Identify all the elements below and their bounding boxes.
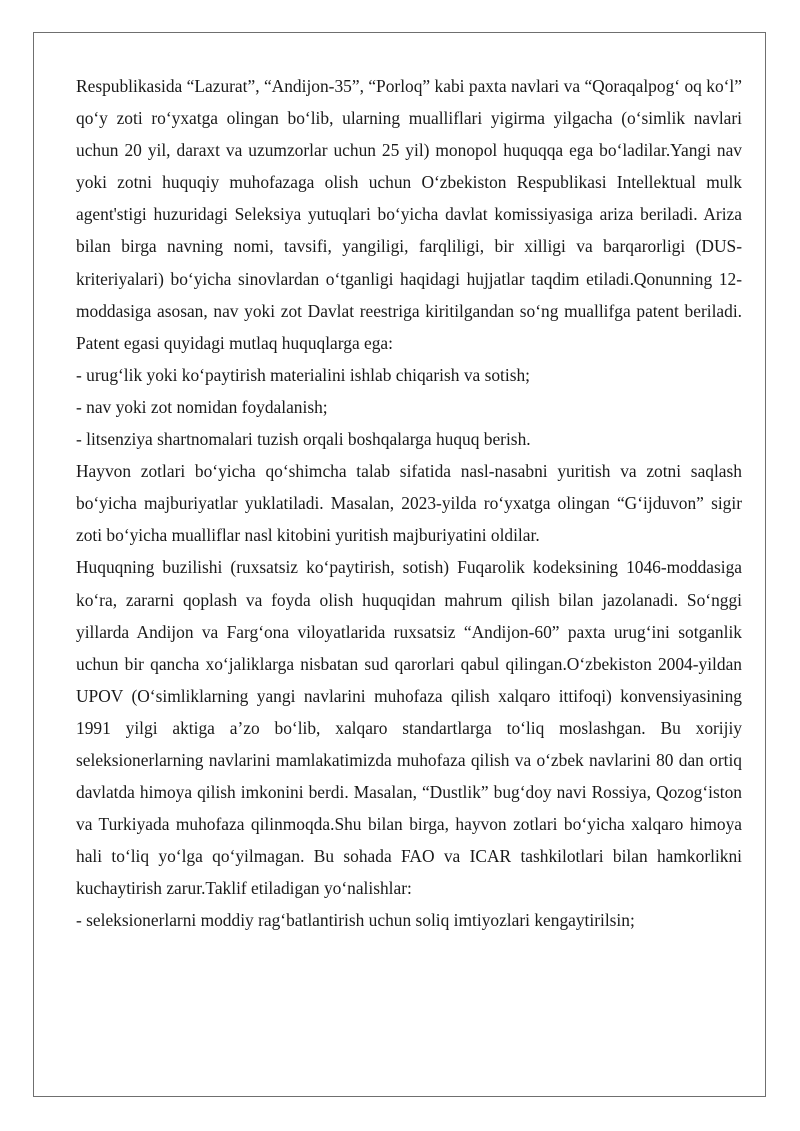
list-item-license-agreements: - litsenziya shartnomalari tuzish orqali boshqalarga huquq berish. [76,429,531,450]
list-item-seed-production: - urug‘lik yoki ko‘paytirish materialini ishlab chiqarish va sotish; [76,364,531,385]
list-item-name-usage: - nav yoki zot nomidan foydalanish; [76,396,328,417]
paragraph-rights-violation: Huquqning buzilishi (ruxsatsiz ko‘paytirish, sotish) Fuqarolik kodeksining 1046-moddasiga ko‘ra, zararni qoplash va foyda olish huquqidan mahrum qilish bilan jazolanadi. So‘nggi yillarda Andijon va Farg‘ona viloyatlarida ruxsatsiz “Andijon-60” paxta urug‘ini sotganlik uchun bir qancha xo‘jaliklarga nisbatan sud qarorlari qabul qilingan.O‘zbekiston 2004-yildan UPOV (O‘simliklarning yangi navlarini muhofaza qilish xalqaro ittifoqi) konvensiyasining 1991 yilgi aktiga a’zo bo‘lib, xalqaro standartlarga to‘liq moslashgan. Bu xorijiy seleksionerlarning navlarini mamlakatimizda muhofaza qilish va o‘zbek navlarini 80 dan ortiq davlatda himoya qilish imkonini berdi. Masalan, “Dustlik” bug‘doy navi Rossiya, Qozog‘iston va Turkiyada muhofaza qilinmoqda.Shu bilan birga, hayvon zotlari bo‘yicha xalqaro himoya hali to‘liq yo‘lga qo‘yilmagan. Bu sohada FAO va ICAR tashkilotlari bilan hamkorlikni kuchaytirish zarur.Taklif etiladigan yo‘nalishlar: [76,557,742,899]
paragraph-patent-rights: Respublikasida “Lazurat”, “Andijon-35”, “Porloq” kabi paxta navlari va “Qoraqalpog‘ oq ko‘l” qo‘y zoti ro‘yxatga olingan bo‘lib, ularning mualliflari yigirma yilgacha (o‘simlik navlari uchun 20 yil, daraxt va uzumzorlar uchun 25 yil) monopol huquqqa ega bo‘ladilar.Yangi nav yoki zotni huquqiy muhofazaga olish uchun O‘zbekiston Respublikasi Intellektual mulk agent'stigi huzuridagi Seleksiya yutuqlari bo‘yicha davlat komissiyasiga ariza beriladi. Ariza bilan birga navning nomi, tavsifi, yangiligi, farqliligi, bir xilligi va barqarorligi (DUS-kriteriyalari) bo‘yicha sinovlardan o‘tganligi haqidagi hujjatlar taqdim etiladi.Qonunning 12-moddasiga asosan, nav yoki zot Davlat reestriga kiritilgandan so‘ng muallifga patent beriladi. Patent egasi quyidagi mutlaq huquqlarga ega: [76,76,742,353]
paragraph-animal-breeds: Hayvon zotlari bo‘yicha qo‘shimcha talab sifatida nasl-nasabni yuritish va zotni saqlash bo‘yicha majburiyatlar yuklatiladi. Masalan, 2023-yilda ro‘yxatga olingan “G‘ijduvon” sigir zoti bo‘yicha mualliflar nasl kitobini yuritish majburiyatini oldilar. [76,461,742,546]
list-item-tax-incentives: - seleksionerlarni moddiy rag‘batlantirish uchun soliq imtiyozlari kengaytirilsin; [76,910,635,931]
document-body [76,70,742,937]
